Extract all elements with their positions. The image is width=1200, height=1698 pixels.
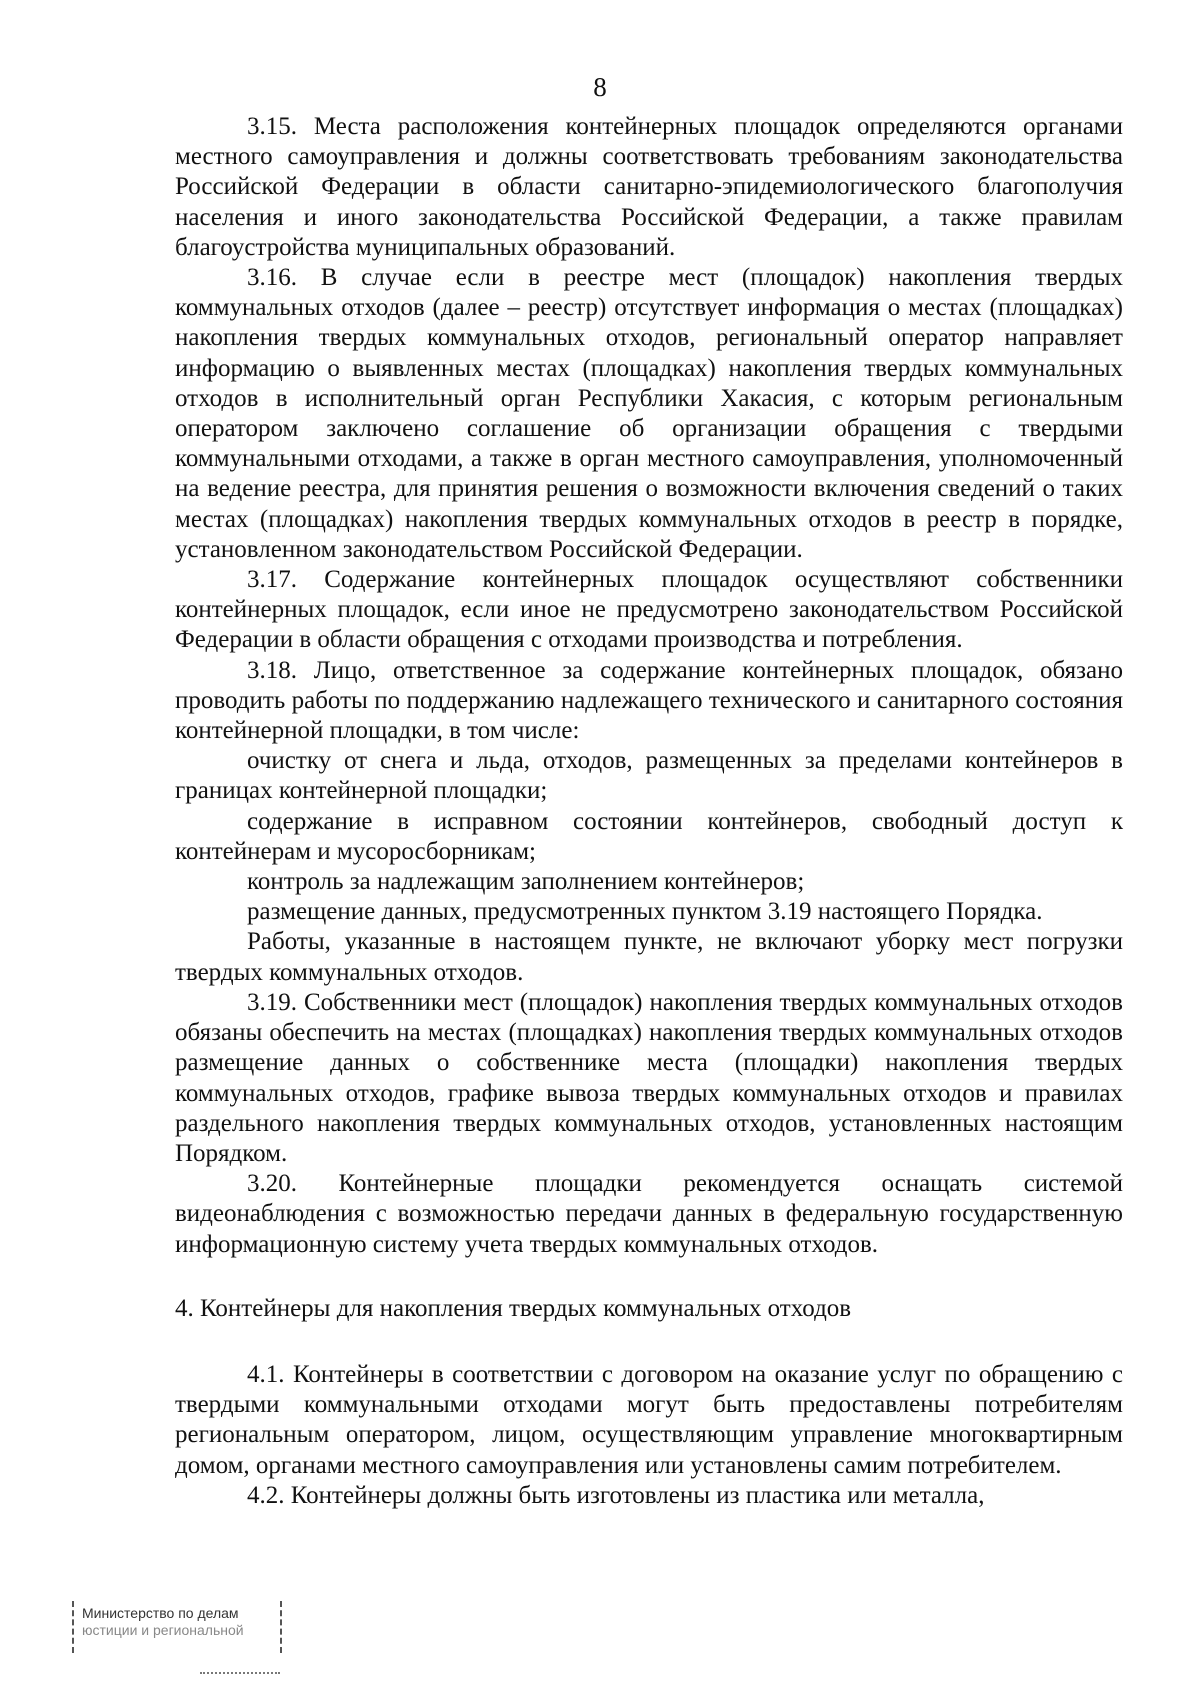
list-item-snow-cleaning: очистку от снега и льда, отходов, размещенных за пределами контейнеров в границах контейнерной площадки; <box>175 747 1123 805</box>
list-item-fill-control: контроль за надлежащим заполнением контейнеров; <box>247 868 805 896</box>
page-number: 8 <box>593 72 607 102</box>
paragraph-3-17: 3.17. Содержание контейнерных площадок осуществляют собственники контейнерных площадок, если иное не предусмотрено законодательством Российской Федерации в области обращения с отходами производства и потребления. <box>175 566 1123 654</box>
paragraph-3-15: 3.15. Места расположения контейнерных площадок определяются органами местного самоуправления и должны соответствовать требованиям законодательства Российской Федерации в области санитарно-эпидемиологического благополучия населения и иного законодательства Российской Федерации, а также правилам благоустройства муниципальных образований. <box>175 113 1123 261</box>
list-item-data-placement: размещение данных, предусмотренных пунктом 3.19 настоящего Порядка. <box>247 898 1043 926</box>
ministry-stamp <box>72 1601 282 1653</box>
document-body <box>175 112 1123 1511</box>
list-item-container-maintenance: содержание в исправном состоянии контейнеров, свободный доступ к контейнерам и мусоросборникам; <box>175 807 1123 865</box>
paragraph-3-18: 3.18. Лицо, ответственное за содержание контейнерных площадок, обязано проводить работы по поддержанию надлежащего технического и санитарного состояния контейнерной площадки, в том числе: <box>175 656 1123 745</box>
paragraph-3-19: 3.19. Собственники мест (площадок) накопления твердых коммунальных отходов обязаны обеспечить на местах (площадках) накопления твердых коммунальных отходов размещение данных о собственнике места (площадки) накопления твердых коммунальных отходов, графике вывоза твердых коммунальных отходов и правилах раздельного накопления твердых коммунальных отходов, установленных настоящим Порядком. <box>175 988 1123 1167</box>
paragraph-4-1: 4.1. Контейнеры в соответствии с договором на оказание услуг по обращению с твердыми коммунальными отходами могут быть предоставлены потребителям региональным оператором, лицом, осуществляющим управление многоквартирным домом, органами местного самоуправления или установлены самим потребителем. <box>175 1360 1123 1479</box>
paragraph-3-20: 3.20. Контейнерные площадки рекомендуется оснащать системой видеонаблюдения с возможностью передачи данных в федеральную государственную информационную систему учета твердых коммунальных отходов. <box>175 1170 1123 1258</box>
paragraph-3-16: 3.16. В случае если в реестре мест (площадок) накопления твердых коммунальных отходов (далее – реестр) отсутствует информация о местах (площадках) накопления твердых коммунальных отходов, региональный оператор направляет информацию о выявленных местах (площадках) накопления твердых коммунальных отходов в исполнительный орган Республики Хакасия, с которым региональным оператором заключено соглашение об организации обращения с твердыми коммунальными отходами, а также в орган местного самоуправления, уполномоченный на ведение реестра, для принятия решения о возможности включения сведений о таких местах (площадках) накопления твердых коммунальных отходов в реестр в порядке, установленном законодательством Российской Федерации. <box>175 264 1123 563</box>
paragraph-works-note: Работы, указанные в настоящем пункте, не включают уборку мест погрузки твердых коммунальных отходов. <box>175 928 1123 986</box>
section-heading: 4. Контейнеры для накопления твердых коммунальных отходов <box>175 1294 852 1322</box>
stamp-line-1: Министерство по делам <box>82 1605 239 1621</box>
stamp-line-2: юстиции и региональной <box>82 1622 244 1638</box>
paragraph-4-2: 4.2. Контейнеры должны быть изготовлены из пластика или металла, <box>247 1481 985 1509</box>
stamp-dotted-line <box>200 1672 280 1674</box>
